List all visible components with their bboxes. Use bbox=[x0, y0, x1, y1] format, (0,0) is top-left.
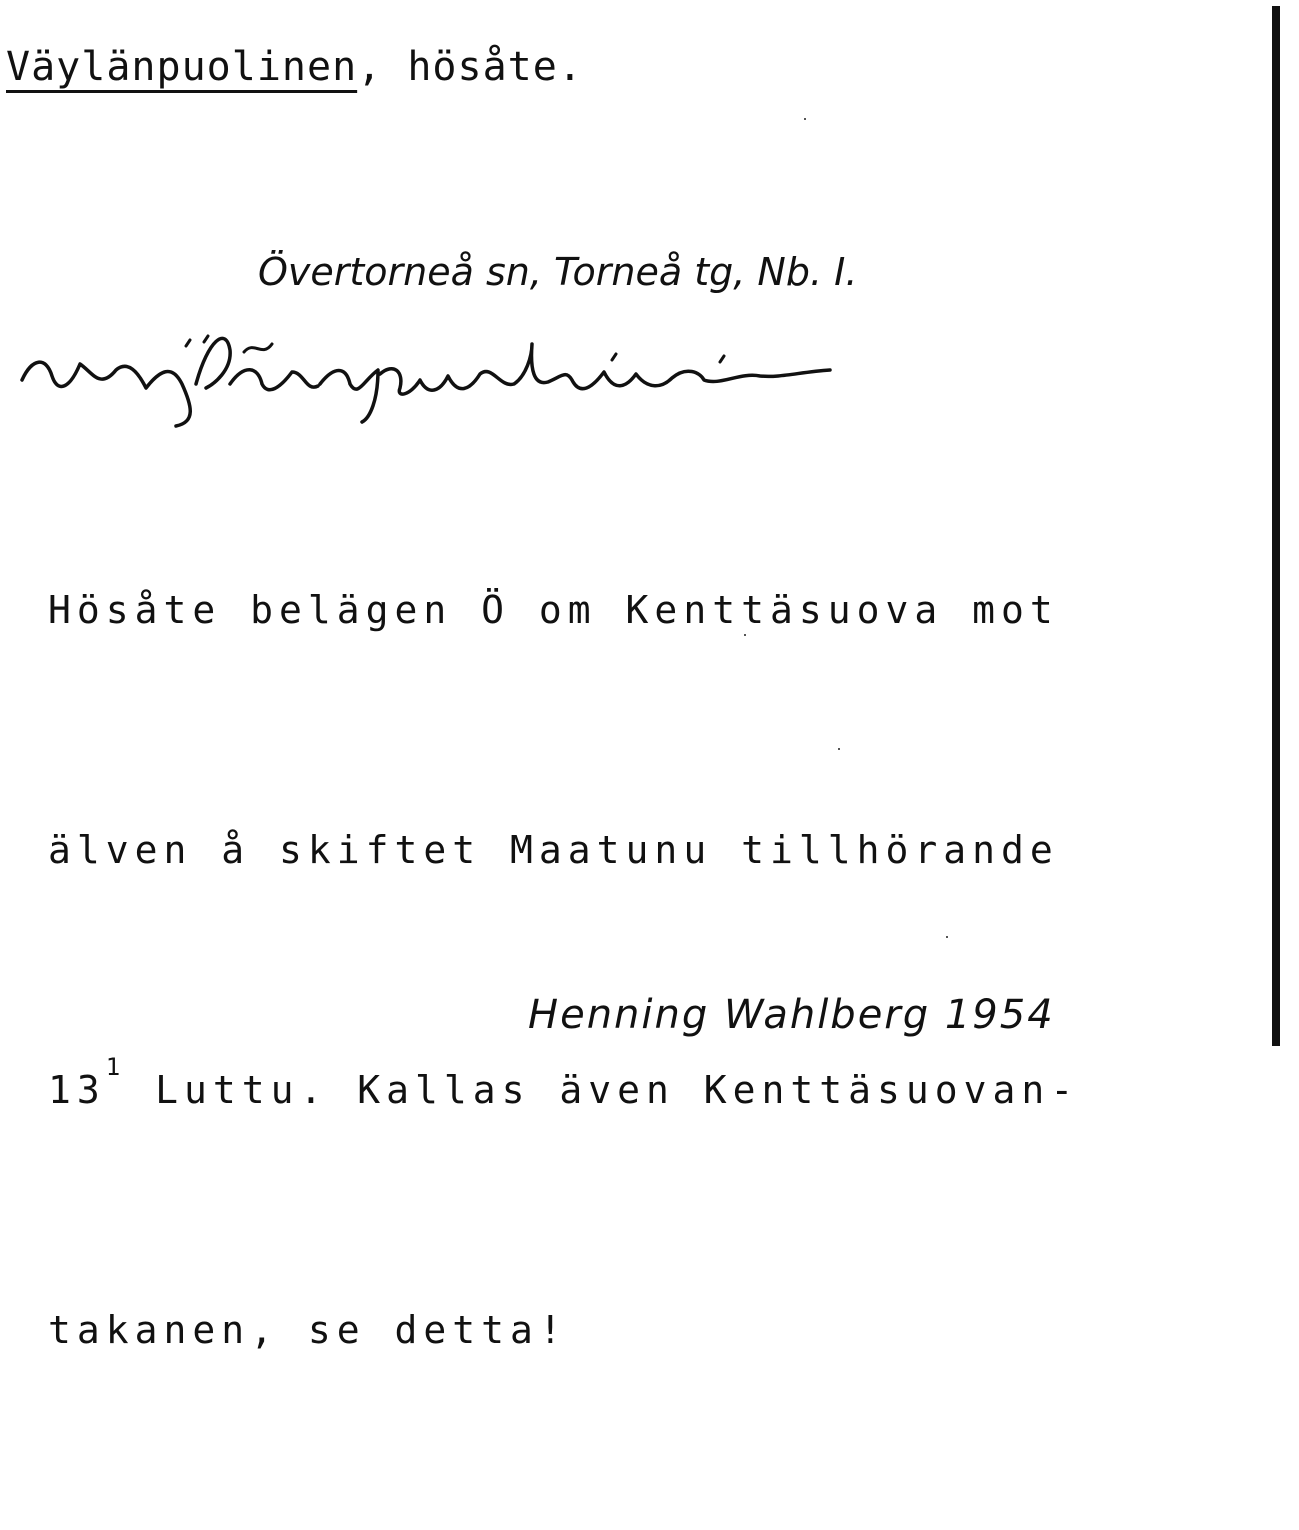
speck bbox=[804, 118, 806, 120]
body-line-rest: Luttu. Kallas även Kenttäsuovan- bbox=[126, 1068, 1080, 1112]
speck bbox=[838, 748, 840, 750]
card-body bbox=[48, 410, 1079, 1530]
body-line: älven å skiftet Maatunu tillhörande bbox=[48, 828, 1059, 872]
locality-line: Övertorneå sn, Torneå tg, Nb. I. bbox=[258, 250, 858, 294]
body-line: takanen, se detta! bbox=[48, 1308, 568, 1352]
speck bbox=[744, 634, 746, 636]
headword: Väylänpuolinen bbox=[6, 44, 358, 90]
speck bbox=[946, 936, 948, 938]
lot-number: 13 bbox=[48, 1068, 106, 1112]
headword-line bbox=[6, 44, 583, 90]
body-line bbox=[48, 1050, 1079, 1130]
signature: Henning Wahlberg 1954 bbox=[528, 992, 1055, 1038]
card-edge bbox=[1272, 6, 1280, 1046]
headword-suffix: , hösåte. bbox=[357, 44, 583, 90]
lot-superscript: 1 bbox=[105, 1053, 127, 1081]
body-line: Hösåte belägen Ö om Kenttäsuova mot bbox=[48, 588, 1059, 632]
